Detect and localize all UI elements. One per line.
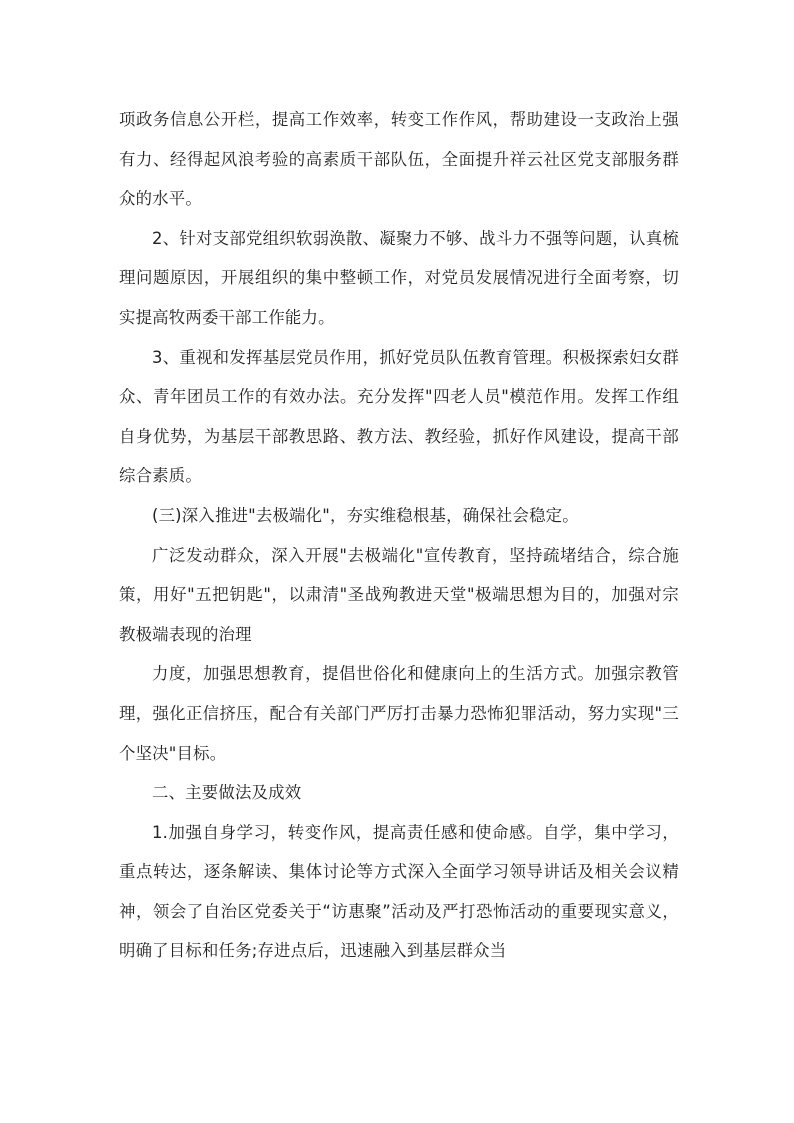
document-body [119,100,679,971]
paragraph-2: 2、针对支部党组织软弱涣散、凝聚力不够、战斗力不强等问题，认真梳理问题原因，开展组织的集中整顿工作，对党员发展情况进行全面考察，切实提高牧两委干部工作能力。 [119,228,679,327]
section-heading-main: 二、主要做法及成效 [152,783,302,803]
section-heading-3: (三)深入推进"去极端化"，夯实维稳根基，确保社会稳定。 [152,505,579,525]
paragraph-1: 项政务信息公开栏，提高工作效率，转变工作作风，帮助建设一支政治上强有力、经得起风浪考验的高素质干部队伍，全面提升祥云社区党支部服务群众的水平。 [119,110,679,209]
paragraph-4: 广泛发动群众，深入开展"去极端化"宣传教育，坚持疏堵结合，综合施策，用好"五把钥匙"，以肃清"圣战殉教进天堂"极端思想为目的，加强对宗教极端表现的治理 [119,545,679,644]
paragraph-6: 1.加强自身学习，转变作风，提高责任感和使命感。自学，集中学习，重点转达，逐条解读、集体讨论等方式深入全面学习领导讲话及相关会议精神，领会了自治区党委关于“访惠聚”活动及严打恐怖活动的重要现实意义，明确了目标和任务;存进点后，迅速融入到基层群众当 [119,822,679,961]
paragraph-3: 3、重视和发挥基层党员作用，抓好党员队伍教育管理。积极探索妇女群众、青年团员工作的有效办法。充分发挥"四老人员"模范作用。发挥工作组自身优势，为基层干部教思路、教方法、教经验，抓好作风建设，提高干部综合素质。 [119,347,679,486]
paragraph-5: 力度，加强思想教育，提倡世俗化和健康向上的生活方式。加强宗教管理，强化正信挤压，配合有关部门严厉打击暴力恐怖犯罪活动，努力实现"三个坚决"目标。 [119,664,679,763]
